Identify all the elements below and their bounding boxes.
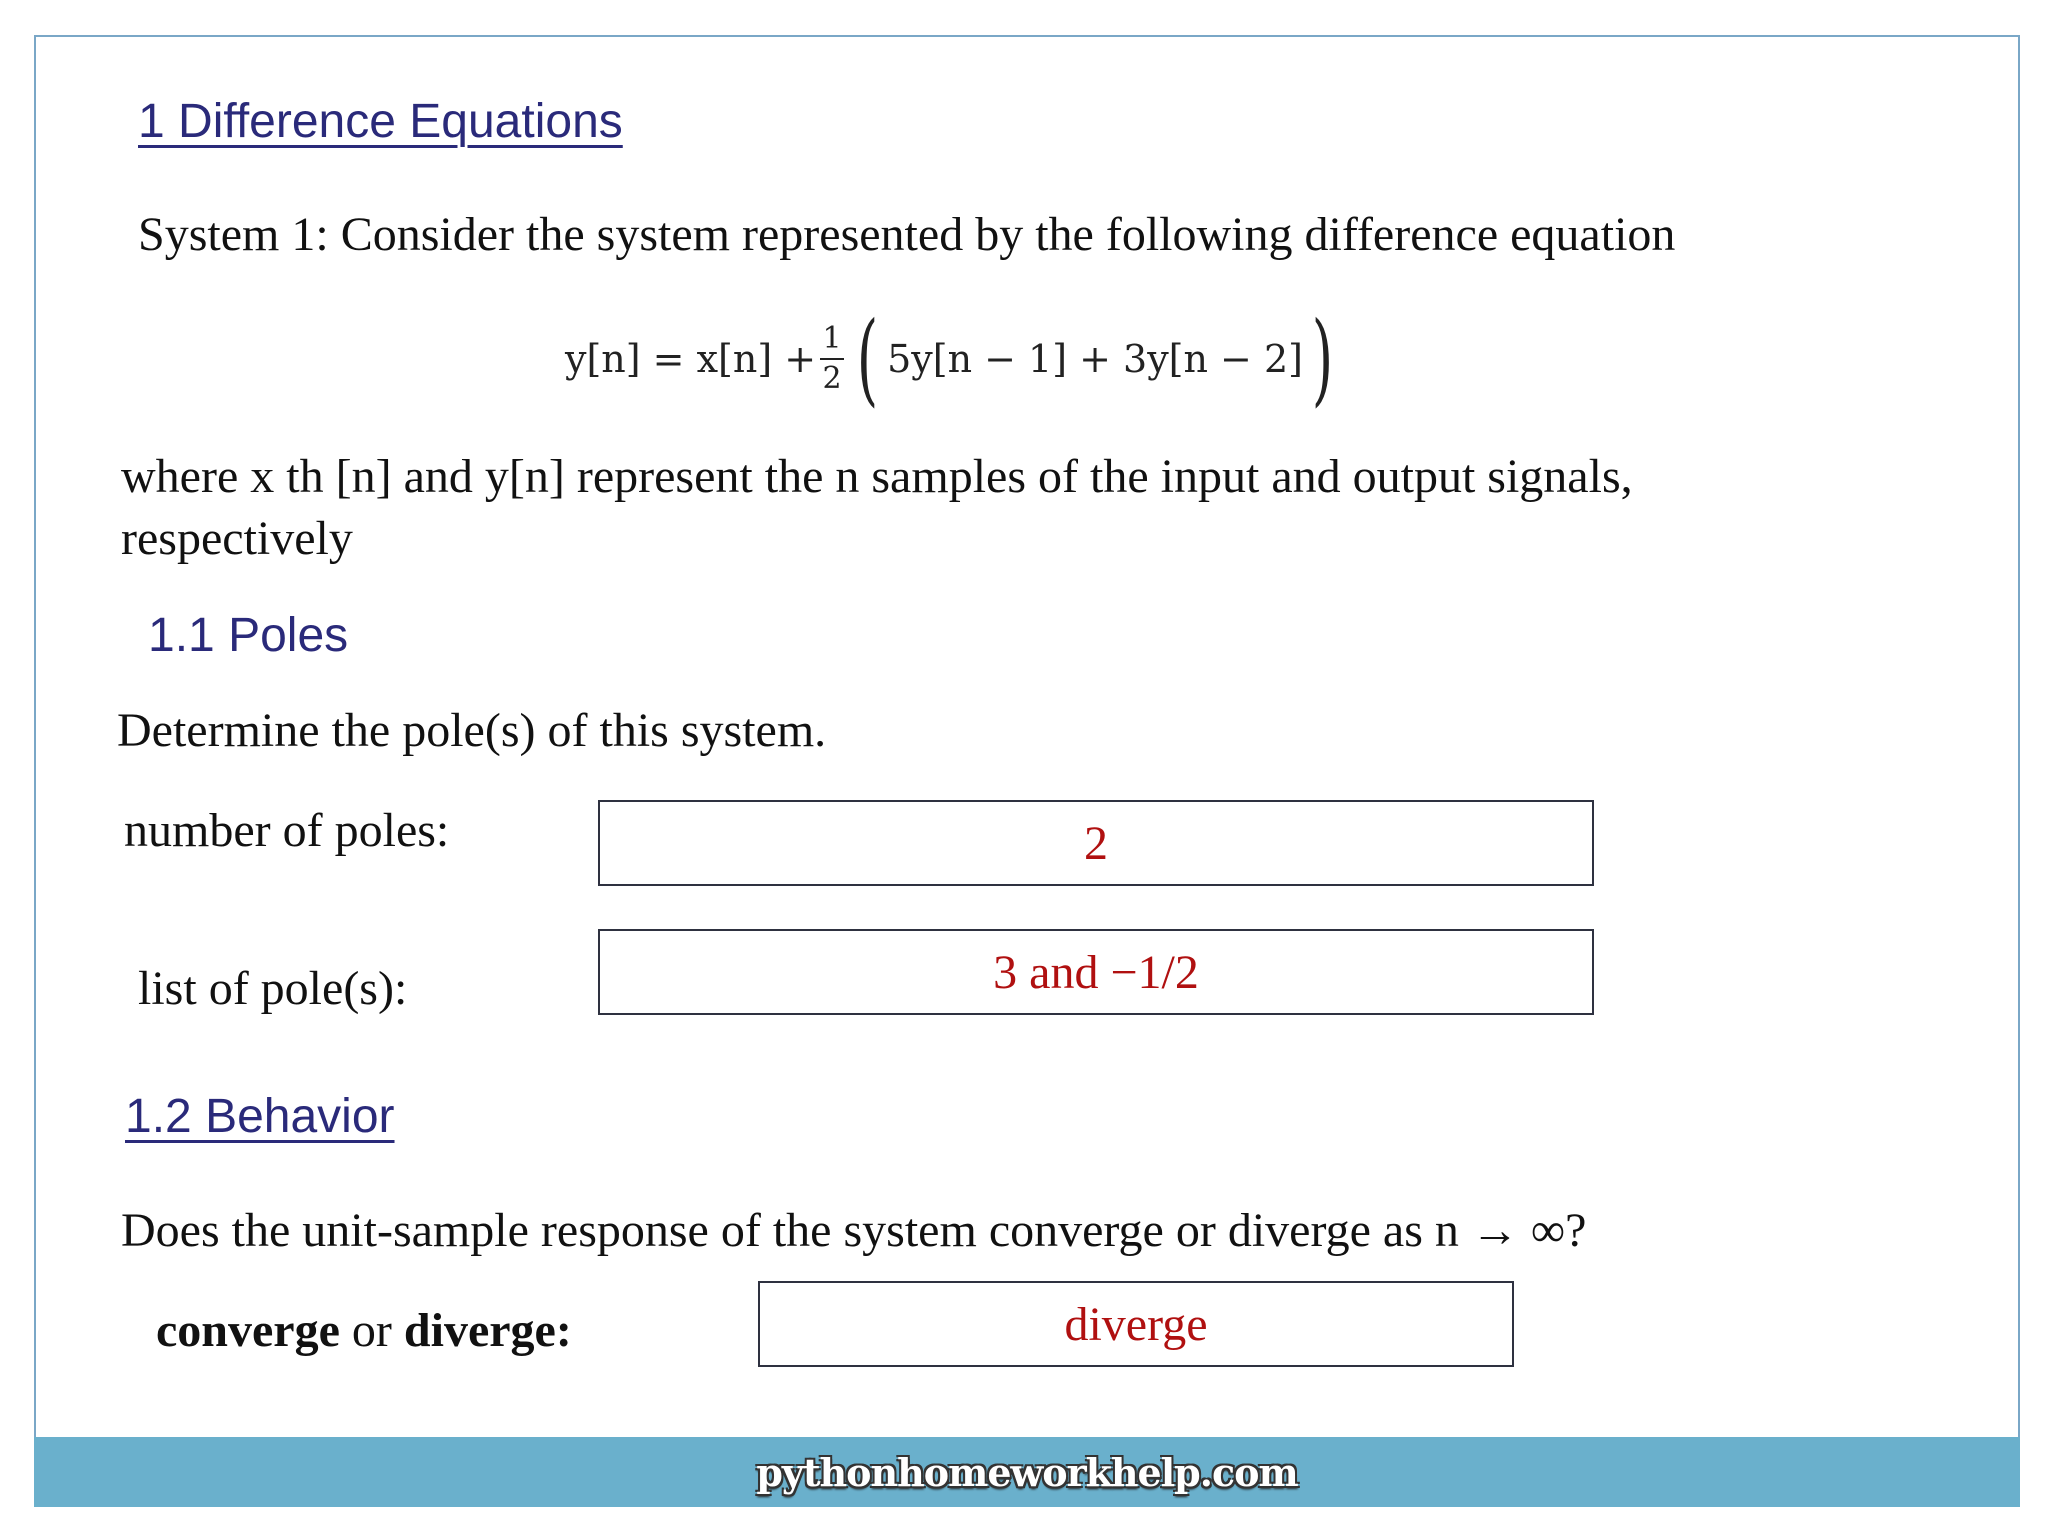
equation-lhs: y[n] = x[n] + [565,337,817,381]
label-converge: converge [156,1304,340,1357]
poles-question: Determine the pole(s) of this system. [117,704,827,757]
fraction-bar [820,358,844,360]
label-diverge: diverge: [403,1304,572,1357]
equation-fraction [820,321,844,396]
open-paren: ( [856,300,879,417]
section-heading-difference-equations[interactable]: 1 Difference Equations [138,95,623,148]
list-of-poles-answer: 3 and −1/2 [993,945,1199,999]
difference-equation [565,300,1342,418]
behavior-answer: diverge [1064,1297,1208,1351]
section-heading-poles: 1.1 Poles [148,609,349,662]
section-heading-behavior[interactable]: 1.2 Behavior [125,1090,395,1143]
equation-inner: 5y[n − 1] + 3y[n − 2] [887,337,1303,381]
behavior-question: Does the unit-sample response of the system converge or diverge as n → ∞? [121,1204,1587,1257]
close-paren: ) [1311,300,1334,417]
list-of-poles-label: list of pole(s): [138,962,408,1015]
number-of-poles-answer: 2 [1084,816,1108,870]
footer-bar [34,1437,2020,1507]
number-of-poles-label: number of poles: [124,804,450,857]
where-text-line2: respectively [121,512,353,565]
intro-text: System 1: Consider the system represented by the following difference equation [138,208,1676,261]
number-of-poles-answer-box[interactable] [598,800,1594,886]
label-or: or [339,1304,404,1357]
fraction-denominator: 2 [822,361,842,396]
list-of-poles-answer-box[interactable] [598,929,1594,1015]
converge-or-diverge-label [156,1303,572,1358]
where-text-line1: where x th [n] and y[n] represent the n samples of the input and output signals, [121,450,1633,503]
behavior-answer-box[interactable] [758,1281,1514,1367]
fraction-numerator: 1 [822,321,842,356]
footer-site-logo[interactable]: pythonhomeworkhelp.com [756,1449,1298,1495]
